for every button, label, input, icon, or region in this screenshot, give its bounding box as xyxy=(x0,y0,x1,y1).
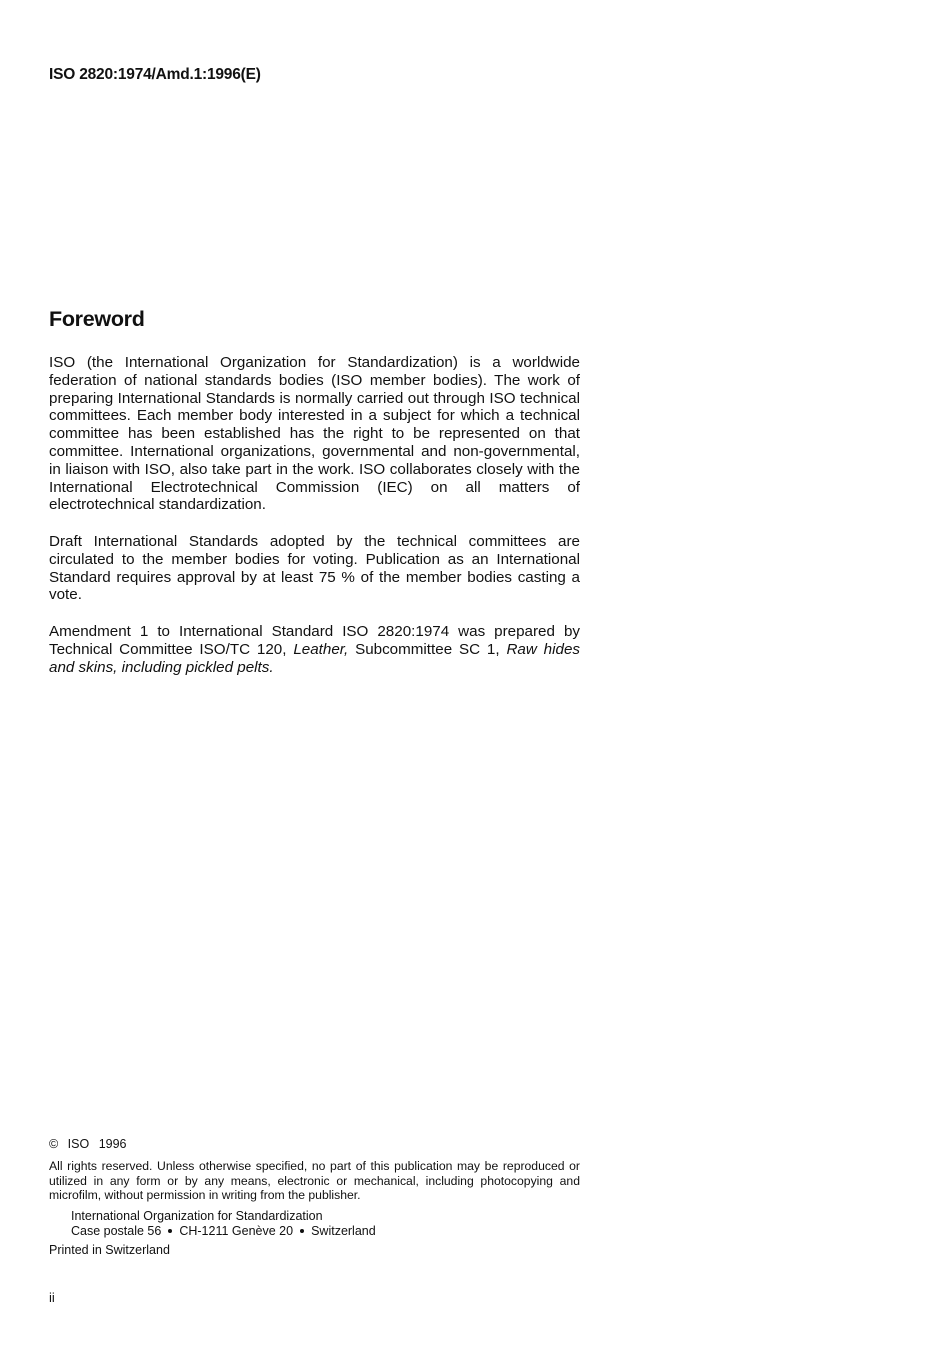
rights-statement: All rights reserved. Unless otherwise specified, no part of this publication may be reproduced or utilized in any form or by any means, electronic or mechanical, including photocopying and microfilm, without permission in writing from the publisher. xyxy=(49,1159,580,1203)
paragraph-text: Subcommittee SC 1, xyxy=(348,640,507,658)
printed-in-note: Printed in Switzerland xyxy=(49,1243,170,1257)
document-id-header: ISO 2820:1974/Amd.1:1996(E) xyxy=(49,66,261,83)
subcommittee-name-italic: Raw hides and skins, including pickled pelts. xyxy=(49,640,580,676)
foreword-paragraph-2: Draft International Standards adopted by the technical committees are circulated to the member bodies for voting. Publication as an International Standard requires approval by at least 75 % of the member bodies casting a vote. xyxy=(49,533,580,604)
address-line: Switzerland xyxy=(311,1223,376,1238)
copyright-notice: © ISO 1996 xyxy=(49,1137,127,1151)
paragraph-text: Amendment 1 to International Standard ISO 2820:1974 was prepared by Technical Committee ISO/TC 120, xyxy=(49,623,580,658)
page-number: ii xyxy=(49,1290,55,1305)
page-title: Foreword xyxy=(49,307,145,331)
committee-name-italic: Leather, xyxy=(293,640,349,658)
bullet-icon xyxy=(300,1229,304,1233)
foreword-paragraph-3 xyxy=(49,623,580,676)
bullet-icon xyxy=(168,1229,172,1233)
publisher-postal-address xyxy=(71,1224,376,1239)
publisher-address xyxy=(71,1209,376,1238)
foreword-paragraph-1: ISO (the International Organization for Standardization) is a worldwide federation of national standards bodies (ISO member bodies). The work of preparing International Standards is normally carried out through ISO technical committees. Each member body interested in a subject for which a technical committee has been established has the right to be represented on that committee. International organizations, governmental and non-governmental, in liaison with ISO, also take part in the work. ISO collaborates closely with the International Electrotechnical Commission (IEC) on all matters of electrotechnical standardization. xyxy=(49,354,580,514)
address-line: CH-1211 Genève 20 xyxy=(179,1223,294,1238)
publisher-name: International Organization for Standardization xyxy=(71,1209,323,1223)
address-line: Case postale 56 xyxy=(71,1223,162,1238)
